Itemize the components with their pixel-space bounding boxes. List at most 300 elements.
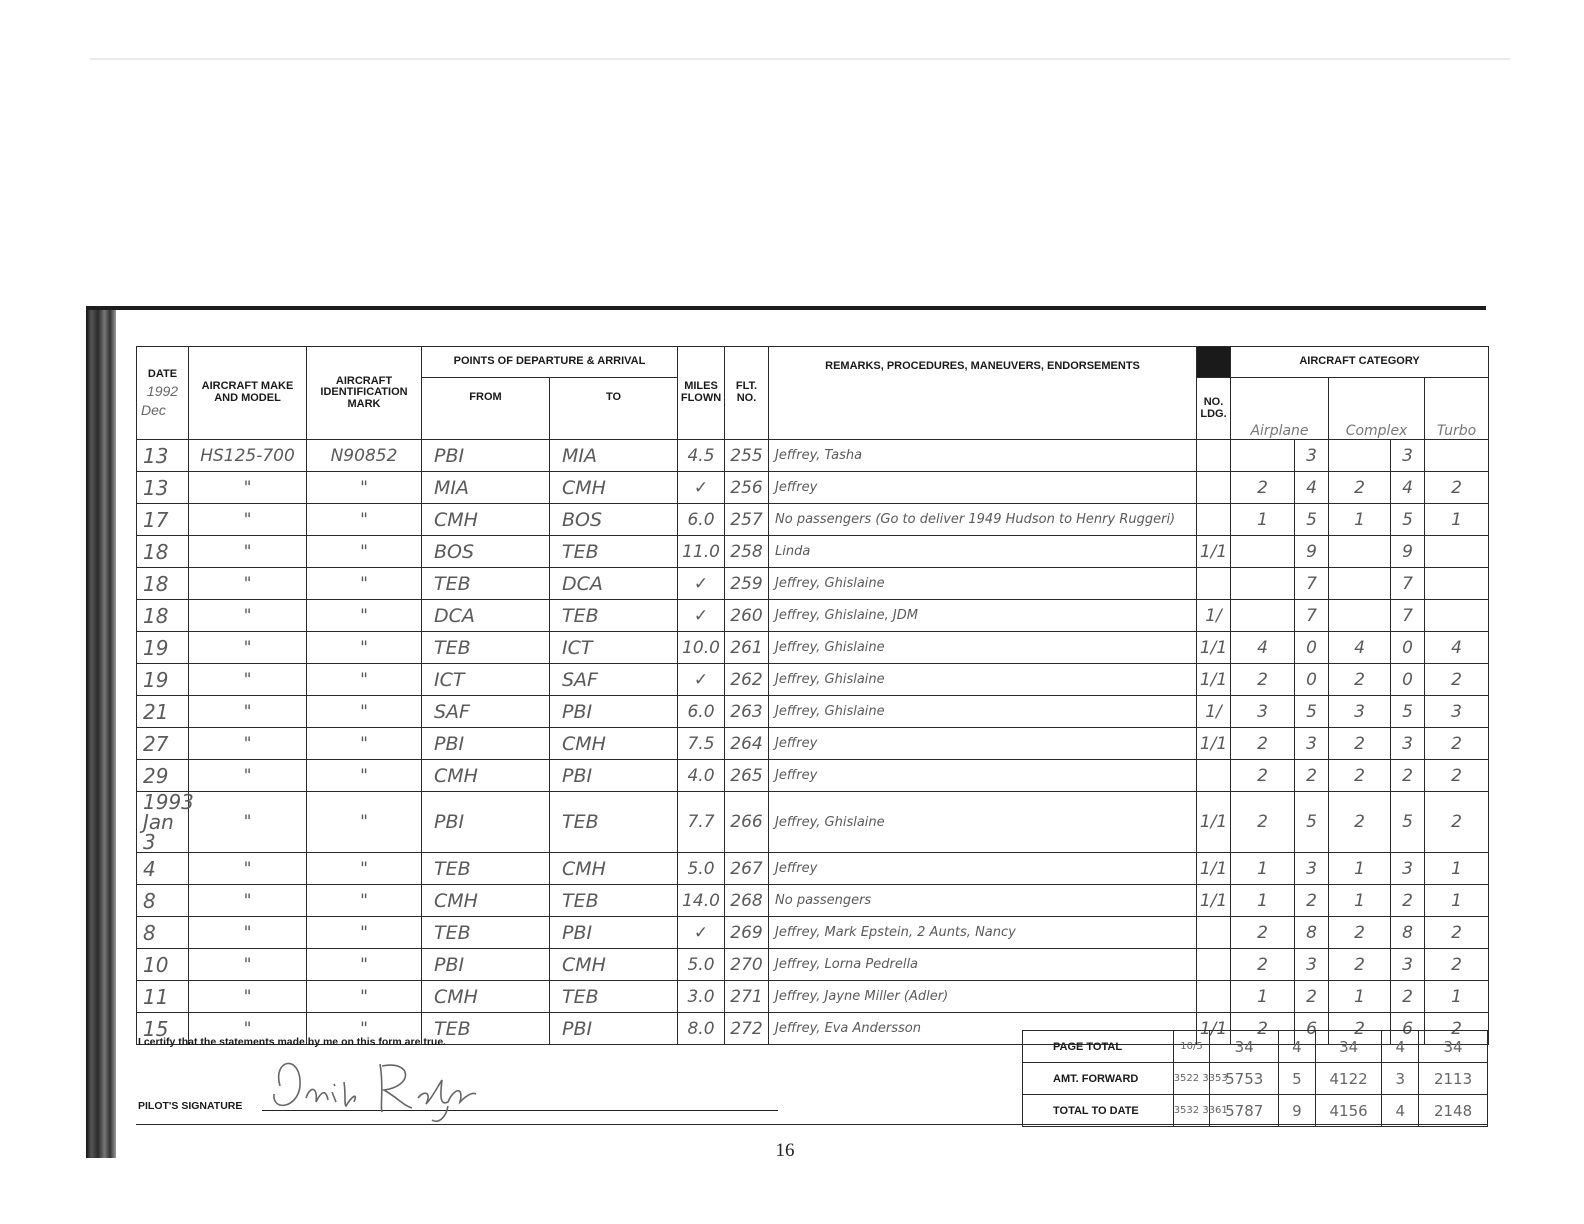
row-remarks: Jeffrey, Jayne Miller (Adler) xyxy=(769,981,1197,1013)
row-complex-tenths: 5 xyxy=(1391,504,1425,536)
row-date: 19 xyxy=(137,664,189,696)
row-turbo-hours: 2 xyxy=(1425,1013,1489,1045)
row-flt-no: 264 xyxy=(725,728,769,760)
row-airplane-tenths: 6 xyxy=(1295,1013,1329,1045)
row-to: ICT xyxy=(550,632,678,664)
row-complex-tenths: 3 xyxy=(1391,949,1425,981)
row-miles: ✓ xyxy=(678,664,725,696)
row-complex-tenths: 7 xyxy=(1391,600,1425,632)
row-to: DCA xyxy=(550,568,678,600)
row-flt-no: 267 xyxy=(725,853,769,885)
row-remarks: Jeffrey xyxy=(769,472,1197,504)
row-turbo-hours: 2 xyxy=(1425,760,1489,792)
totals-table xyxy=(1022,1030,1488,1127)
row-airplane-tenths: 8 xyxy=(1295,917,1329,949)
row-from: TEB xyxy=(422,568,550,600)
row-turbo-hours: 2 xyxy=(1425,664,1489,696)
row-turbo-hours: 1 xyxy=(1425,853,1489,885)
row-airplane-tenths: 3 xyxy=(1295,949,1329,981)
row-airplane-tenths: 2 xyxy=(1295,981,1329,1013)
row-flt-no: 256 xyxy=(725,472,769,504)
flight-row xyxy=(137,664,1489,696)
total-to-date-complex: 4156 xyxy=(1315,1095,1382,1127)
row-ldg: 1/1 xyxy=(1197,885,1231,917)
certification-text: I certify that the statements made by me on this form are true. xyxy=(138,1036,447,1048)
amt-forward-label: AMT. FORWARD xyxy=(1023,1063,1174,1095)
row-complex-hours xyxy=(1329,536,1391,568)
row-aircraft-ident: " xyxy=(307,504,422,536)
row-ldg xyxy=(1197,760,1231,792)
flight-rows xyxy=(137,440,1489,1045)
flight-row xyxy=(137,949,1489,981)
row-date: 11 xyxy=(137,981,189,1013)
row-complex-hours xyxy=(1329,440,1391,472)
flight-row xyxy=(137,917,1489,949)
book-binding-edge xyxy=(86,306,116,1158)
row-flt-no: 261 xyxy=(725,632,769,664)
row-aircraft-ident: " xyxy=(307,632,422,664)
row-airplane-tenths: 7 xyxy=(1295,568,1329,600)
row-complex-hours: 1 xyxy=(1329,853,1391,885)
flight-row xyxy=(137,440,1489,472)
row-aircraft-ident: " xyxy=(307,853,422,885)
page-bottom-border xyxy=(136,1124,1488,1125)
amt-forward-turbo: 2113 xyxy=(1419,1063,1488,1095)
row-aircraft-make: " xyxy=(189,504,307,536)
row-turbo-hours: 2 xyxy=(1425,792,1489,853)
row-to: TEB xyxy=(550,792,678,853)
row-to: SAF xyxy=(550,664,678,696)
row-ldg xyxy=(1197,504,1231,536)
row-aircraft-make: " xyxy=(189,600,307,632)
flight-row xyxy=(137,853,1489,885)
row-airplane-hours xyxy=(1231,536,1295,568)
row-complex-hours: 1 xyxy=(1329,981,1391,1013)
row-remarks: Jeffrey xyxy=(769,760,1197,792)
flight-row xyxy=(137,568,1489,600)
row-turbo-hours: 2 xyxy=(1425,728,1489,760)
row-aircraft-ident: " xyxy=(307,664,422,696)
row-from: TEB xyxy=(422,632,550,664)
row-complex-hours: 1 xyxy=(1329,885,1391,917)
flight-row xyxy=(137,760,1489,792)
flight-row xyxy=(137,981,1489,1013)
header-black-box xyxy=(1197,347,1231,378)
row-date: 10 xyxy=(137,949,189,981)
page-top-border xyxy=(86,306,1486,310)
header-no-ldg: NO. LDG. xyxy=(1197,378,1231,440)
row-aircraft-ident: " xyxy=(307,760,422,792)
total-to-date-label: TOTAL TO DATE xyxy=(1023,1095,1174,1127)
row-aircraft-make: " xyxy=(189,1013,307,1045)
row-aircraft-ident: " xyxy=(307,917,422,949)
row-date: 18 xyxy=(137,568,189,600)
row-aircraft-ident: " xyxy=(307,728,422,760)
row-airplane-hours: 2 xyxy=(1231,760,1295,792)
row-airplane-hours: 3 xyxy=(1231,696,1295,728)
row-to: CMH xyxy=(550,949,678,981)
row-complex-tenths: 5 xyxy=(1391,792,1425,853)
row-from: PBI xyxy=(422,728,550,760)
row-date: 13 xyxy=(137,472,189,504)
row-to: CMH xyxy=(550,728,678,760)
row-turbo-hours: 1 xyxy=(1425,981,1489,1013)
row-airplane-tenths: 3 xyxy=(1295,853,1329,885)
row-airplane-hours: 1 xyxy=(1231,981,1295,1013)
row-turbo-hours xyxy=(1425,568,1489,600)
row-remarks: Jeffrey, Ghislaine xyxy=(769,664,1197,696)
row-aircraft-make: " xyxy=(189,472,307,504)
scan-artifact-line xyxy=(90,58,1510,60)
row-aircraft-make: " xyxy=(189,981,307,1013)
row-complex-hours xyxy=(1329,568,1391,600)
row-ldg: 1/1 xyxy=(1197,664,1231,696)
row-ldg: 1/1 xyxy=(1197,853,1231,885)
row-miles: 6.0 xyxy=(678,504,725,536)
row-from: MIA xyxy=(422,472,550,504)
page-total-turbo: 34 xyxy=(1419,1031,1488,1063)
flight-row xyxy=(137,792,1489,853)
row-to: PBI xyxy=(550,917,678,949)
row-complex-tenths: 0 xyxy=(1391,664,1425,696)
page-number: 16 xyxy=(775,1140,795,1161)
header-aircraft-ident: AIRCRAFT IDENTIFICATION MARK xyxy=(307,347,422,440)
row-remarks: Jeffrey xyxy=(769,853,1197,885)
row-flt-no: 269 xyxy=(725,917,769,949)
row-airplane-hours: 1 xyxy=(1231,853,1295,885)
row-airplane-hours xyxy=(1231,568,1295,600)
row-ldg xyxy=(1197,568,1231,600)
page-total-complex: 34 xyxy=(1315,1031,1382,1063)
header-aircraft-category: AIRCRAFT CATEGORY xyxy=(1231,347,1489,378)
page-total-complex-tenths: 4 xyxy=(1382,1031,1419,1063)
row-ldg: 1/1 xyxy=(1197,728,1231,760)
row-complex-tenths: 8 xyxy=(1391,917,1425,949)
row-airplane-hours: 2 xyxy=(1231,472,1295,504)
row-aircraft-ident: " xyxy=(307,600,422,632)
row-ldg xyxy=(1197,472,1231,504)
row-aircraft-ident: " xyxy=(307,1013,422,1045)
row-complex-tenths: 2 xyxy=(1391,885,1425,917)
page-total-airplane-tenths: 4 xyxy=(1279,1031,1316,1063)
flight-row xyxy=(137,472,1489,504)
page-total-airplane: 34 xyxy=(1210,1031,1279,1063)
row-airplane-tenths: 2 xyxy=(1295,760,1329,792)
row-to: TEB xyxy=(550,536,678,568)
row-flt-no: 259 xyxy=(725,568,769,600)
row-aircraft-ident: " xyxy=(307,792,422,853)
header-remarks: REMARKS, PROCEDURES, MANEUVERS, ENDORSEMENTS xyxy=(769,347,1197,440)
row-miles: ✓ xyxy=(678,472,725,504)
row-miles: ✓ xyxy=(678,600,725,632)
header-date-month: Dec xyxy=(141,401,166,418)
row-turbo-hours: 3 xyxy=(1425,696,1489,728)
row-date: 17 xyxy=(137,504,189,536)
row-from: CMH xyxy=(422,885,550,917)
page-total-label: PAGE TOTAL xyxy=(1023,1031,1174,1063)
row-to: CMH xyxy=(550,853,678,885)
row-ldg: 1/ xyxy=(1197,696,1231,728)
row-from: TEB xyxy=(422,1013,550,1045)
row-airplane-tenths: 0 xyxy=(1295,632,1329,664)
row-remarks: Jeffrey, Tasha xyxy=(769,440,1197,472)
row-aircraft-make: " xyxy=(189,853,307,885)
row-flt-no: 272 xyxy=(725,1013,769,1045)
row-complex-tenths: 2 xyxy=(1391,760,1425,792)
row-aircraft-make: " xyxy=(189,885,307,917)
row-remarks: Jeffrey, Ghislaine xyxy=(769,568,1197,600)
row-complex-tenths: 5 xyxy=(1391,696,1425,728)
row-date: 8 xyxy=(137,917,189,949)
header-cat-complex: Complex xyxy=(1329,378,1425,440)
row-miles: 6.0 xyxy=(678,696,725,728)
row-airplane-hours: 2 xyxy=(1231,792,1295,853)
total-to-date-airplane: 5787 xyxy=(1210,1095,1279,1127)
row-flt-no: 257 xyxy=(725,504,769,536)
row-flt-no: 262 xyxy=(725,664,769,696)
row-complex-hours: 4 xyxy=(1329,632,1391,664)
row-miles: 3.0 xyxy=(678,981,725,1013)
flight-row xyxy=(137,632,1489,664)
row-remarks: Jeffrey, Ghislaine xyxy=(769,632,1197,664)
row-complex-tenths: 2 xyxy=(1391,981,1425,1013)
amt-forward-ldg: 3522 3353 xyxy=(1173,1063,1210,1095)
row-complex-hours: 2 xyxy=(1329,1013,1391,1045)
row-flt-no: 265 xyxy=(725,760,769,792)
row-date: 21 xyxy=(137,696,189,728)
row-complex-hours: 2 xyxy=(1329,917,1391,949)
row-from: SAF xyxy=(422,696,550,728)
row-to: TEB xyxy=(550,885,678,917)
row-flt-no: 263 xyxy=(725,696,769,728)
row-to: TEB xyxy=(550,981,678,1013)
row-aircraft-make: " xyxy=(189,664,307,696)
row-ldg xyxy=(1197,981,1231,1013)
flight-log-table xyxy=(136,346,1489,1045)
row-airplane-hours: 2 xyxy=(1231,1013,1295,1045)
row-flt-no: 255 xyxy=(725,440,769,472)
total-to-date-airplane-tenths: 9 xyxy=(1279,1095,1316,1127)
row-airplane-tenths: 5 xyxy=(1295,792,1329,853)
row-from: CMH xyxy=(422,504,550,536)
row-turbo-hours: 1 xyxy=(1425,504,1489,536)
flight-row xyxy=(137,536,1489,568)
row-ldg: 1/1 xyxy=(1197,792,1231,853)
row-complex-tenths: 3 xyxy=(1391,728,1425,760)
row-airplane-hours: 2 xyxy=(1231,728,1295,760)
row-airplane-tenths: 2 xyxy=(1295,885,1329,917)
row-turbo-hours xyxy=(1425,536,1489,568)
row-aircraft-make: " xyxy=(189,696,307,728)
header-date xyxy=(137,347,189,440)
row-complex-hours: 2 xyxy=(1329,760,1391,792)
total-to-date-turbo: 2148 xyxy=(1419,1095,1488,1127)
total-to-date-complex-tenths: 4 xyxy=(1382,1095,1419,1127)
pilot-signature-label: PILOT'S SIGNATURE xyxy=(138,1100,243,1112)
row-date: 27 xyxy=(137,728,189,760)
row-complex-tenths: 0 xyxy=(1391,632,1425,664)
row-to: PBI xyxy=(550,1013,678,1045)
row-turbo-hours: 1 xyxy=(1425,885,1489,917)
row-turbo-hours: 2 xyxy=(1425,472,1489,504)
row-complex-hours: 2 xyxy=(1329,728,1391,760)
row-miles: 10.0 xyxy=(678,632,725,664)
row-date: 8 xyxy=(137,885,189,917)
pilot-signature xyxy=(262,1046,502,1126)
row-airplane-tenths: 9 xyxy=(1295,536,1329,568)
flight-row xyxy=(137,600,1489,632)
flight-row xyxy=(137,728,1489,760)
row-to: PBI xyxy=(550,760,678,792)
row-from: DCA xyxy=(422,600,550,632)
row-airplane-tenths: 7 xyxy=(1295,600,1329,632)
row-from: PBI xyxy=(422,440,550,472)
page-total-ldg: 10/5 xyxy=(1173,1031,1210,1063)
row-aircraft-ident: " xyxy=(307,696,422,728)
row-airplane-tenths: 3 xyxy=(1295,440,1329,472)
total-to-date-ldg: 3532 3361 xyxy=(1173,1095,1210,1127)
row-date: 13 xyxy=(137,440,189,472)
logbook-footer xyxy=(136,1032,1488,1128)
row-remarks: Jeffrey, Ghislaine xyxy=(769,792,1197,853)
row-miles: 7.5 xyxy=(678,728,725,760)
row-flt-no: 271 xyxy=(725,981,769,1013)
row-from: CMH xyxy=(422,760,550,792)
row-turbo-hours xyxy=(1425,600,1489,632)
row-aircraft-make: " xyxy=(189,792,307,853)
row-complex-hours xyxy=(1329,600,1391,632)
row-complex-tenths: 7 xyxy=(1391,568,1425,600)
row-to: PBI xyxy=(550,696,678,728)
header-points: POINTS OF DEPARTURE & ARRIVAL xyxy=(422,347,678,378)
row-airplane-hours xyxy=(1231,440,1295,472)
row-remarks: Jeffrey, Eva Andersson xyxy=(769,1013,1197,1045)
flight-row xyxy=(137,504,1489,536)
header-flt-no: FLT. NO. xyxy=(725,347,769,440)
row-from: CMH xyxy=(422,981,550,1013)
row-turbo-hours: 2 xyxy=(1425,949,1489,981)
header-aircraft-make: AIRCRAFT MAKE AND MODEL xyxy=(189,347,307,440)
row-date: 18 xyxy=(137,536,189,568)
row-miles: 5.0 xyxy=(678,853,725,885)
row-date: 18 xyxy=(137,600,189,632)
row-aircraft-make: " xyxy=(189,728,307,760)
flight-row xyxy=(137,696,1489,728)
row-aircraft-make: " xyxy=(189,949,307,981)
row-complex-hours: 3 xyxy=(1329,696,1391,728)
row-aircraft-ident: " xyxy=(307,981,422,1013)
row-to: TEB xyxy=(550,600,678,632)
row-flt-no: 270 xyxy=(725,949,769,981)
row-aircraft-ident: " xyxy=(307,568,422,600)
row-aircraft-ident: " xyxy=(307,536,422,568)
row-airplane-tenths: 3 xyxy=(1295,728,1329,760)
header-date-year: 1992 xyxy=(146,383,179,400)
row-remarks: Jeffrey, Mark Epstein, 2 Aunts, Nancy xyxy=(769,917,1197,949)
row-airplane-tenths: 4 xyxy=(1295,472,1329,504)
row-from: PBI xyxy=(422,792,550,853)
row-date: 15 xyxy=(137,1013,189,1045)
row-miles: 5.0 xyxy=(678,949,725,981)
row-airplane-tenths: 5 xyxy=(1295,504,1329,536)
row-date: 19 xyxy=(137,632,189,664)
row-remarks: Jeffrey, Lorna Pedrella xyxy=(769,949,1197,981)
row-airplane-tenths: 5 xyxy=(1295,696,1329,728)
row-aircraft-ident: " xyxy=(307,885,422,917)
row-complex-tenths: 3 xyxy=(1391,853,1425,885)
row-complex-hours: 2 xyxy=(1329,664,1391,696)
row-aircraft-make: " xyxy=(189,632,307,664)
header-miles: MILES FLOWN xyxy=(678,347,725,440)
row-from: PBI xyxy=(422,949,550,981)
row-to: MIA xyxy=(550,440,678,472)
row-miles: 11.0 xyxy=(678,536,725,568)
row-airplane-hours: 2 xyxy=(1231,917,1295,949)
row-complex-hours: 2 xyxy=(1329,792,1391,853)
row-remarks: Jeffrey xyxy=(769,728,1197,760)
row-aircraft-ident: " xyxy=(307,949,422,981)
row-date: 29 xyxy=(137,760,189,792)
row-complex-tenths: 6 xyxy=(1391,1013,1425,1045)
header-cat-airplane: Airplane xyxy=(1231,378,1329,440)
row-airplane-hours xyxy=(1231,600,1295,632)
row-aircraft-make: " xyxy=(189,536,307,568)
row-flt-no: 266 xyxy=(725,792,769,853)
row-remarks: No passengers xyxy=(769,885,1197,917)
row-airplane-hours: 2 xyxy=(1231,949,1295,981)
row-from: BOS xyxy=(422,536,550,568)
row-flt-no: 258 xyxy=(725,536,769,568)
row-from: ICT xyxy=(422,664,550,696)
row-aircraft-make: " xyxy=(189,917,307,949)
row-ldg xyxy=(1197,440,1231,472)
row-turbo-hours xyxy=(1425,440,1489,472)
row-remarks: Jeffrey, Ghislaine, JDM xyxy=(769,600,1197,632)
header-cat-turbo: Turbo xyxy=(1425,378,1489,440)
row-flt-no: 268 xyxy=(725,885,769,917)
row-ldg: 1/1 xyxy=(1197,1013,1231,1045)
row-complex-hours: 2 xyxy=(1329,949,1391,981)
amt-forward-complex: 4122 xyxy=(1315,1063,1382,1095)
row-miles: ✓ xyxy=(678,568,725,600)
row-from: TEB xyxy=(422,853,550,885)
row-to: BOS xyxy=(550,504,678,536)
header-from: FROM xyxy=(422,378,550,440)
row-from: TEB xyxy=(422,917,550,949)
header-to: TO xyxy=(550,378,678,440)
row-miles: 4.0 xyxy=(678,760,725,792)
row-remarks: Linda xyxy=(769,536,1197,568)
header-date-label: DATE xyxy=(147,367,178,380)
row-date: 1993 Jan 3 xyxy=(137,792,189,853)
row-miles: 14.0 xyxy=(678,885,725,917)
row-remarks: Jeffrey, Ghislaine xyxy=(769,696,1197,728)
row-aircraft-make: " xyxy=(189,568,307,600)
row-complex-tenths: 9 xyxy=(1391,536,1425,568)
row-airplane-hours: 1 xyxy=(1231,504,1295,536)
row-aircraft-ident: N90852 xyxy=(307,440,422,472)
row-ldg: 1/1 xyxy=(1197,632,1231,664)
row-miles: 4.5 xyxy=(678,440,725,472)
row-ldg: 1/1 xyxy=(1197,536,1231,568)
logbook-page xyxy=(136,346,1492,1130)
row-aircraft-ident: " xyxy=(307,472,422,504)
row-miles: 8.0 xyxy=(678,1013,725,1045)
row-airplane-hours: 1 xyxy=(1231,885,1295,917)
amt-forward-airplane-tenths: 5 xyxy=(1279,1063,1316,1095)
row-aircraft-make: HS125-700 xyxy=(189,440,307,472)
row-airplane-hours: 2 xyxy=(1231,664,1295,696)
